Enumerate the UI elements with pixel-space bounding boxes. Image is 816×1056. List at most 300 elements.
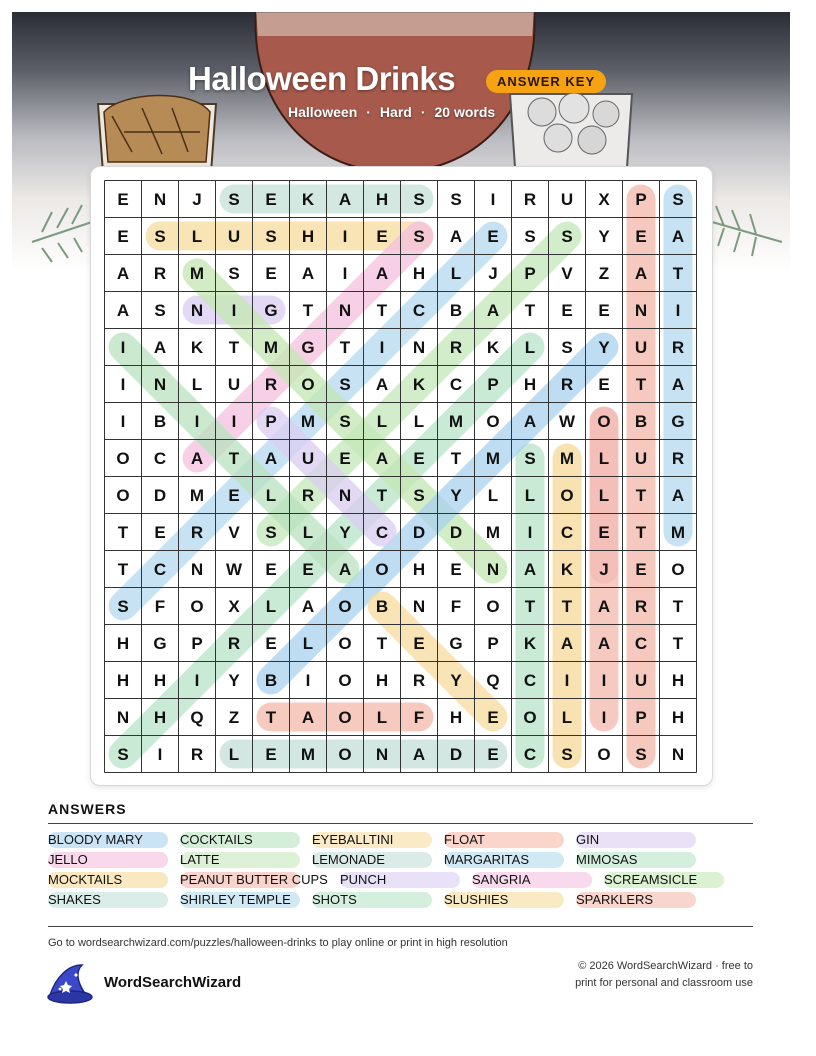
- grid-letter[interactable]: S: [154, 301, 166, 320]
- grid-letter[interactable]: R: [560, 375, 574, 394]
- grid-letter[interactable]: U: [227, 227, 241, 246]
- grid-letter[interactable]: L: [598, 486, 610, 505]
- answer-word-label: JELLO: [48, 852, 88, 867]
- answer-word-label: SHAKES: [48, 892, 101, 907]
- grid-letter[interactable]: T: [524, 597, 536, 616]
- answer-word: [180, 892, 291, 908]
- answer-word: [180, 832, 253, 848]
- answer-word: [180, 852, 220, 868]
- grid-letter[interactable]: U: [301, 449, 315, 468]
- grid-letter[interactable]: A: [671, 486, 685, 505]
- grid-letter[interactable]: S: [228, 264, 240, 283]
- grid-letter[interactable]: L: [302, 523, 314, 542]
- grid-letter[interactable]: H: [671, 708, 685, 727]
- grid-letter[interactable]: C: [449, 375, 463, 394]
- grid-letter[interactable]: H: [375, 190, 389, 209]
- grid-letter[interactable]: Y: [598, 227, 610, 246]
- answers-heading: ANSWERS: [48, 801, 127, 817]
- grid-letter[interactable]: O: [597, 412, 611, 431]
- grid-letter[interactable]: I: [601, 708, 607, 727]
- grid-letter[interactable]: P: [635, 190, 647, 209]
- grid-letter[interactable]: A: [486, 301, 500, 320]
- grid-letter[interactable]: I: [379, 338, 385, 357]
- grid-letter[interactable]: S: [117, 597, 129, 616]
- grid-letter[interactable]: E: [117, 190, 129, 209]
- answers-bottom-divider: [48, 926, 753, 927]
- grid-letter[interactable]: Z: [598, 264, 610, 283]
- word-search-grid: [104, 180, 697, 773]
- grid-letter[interactable]: L: [191, 227, 203, 246]
- grid-letter[interactable]: R: [449, 338, 463, 357]
- grid-letter[interactable]: E: [265, 745, 277, 764]
- wizard-hat-icon: [46, 963, 94, 1005]
- answer-word-label: FLOAT: [444, 832, 485, 847]
- grid-letter[interactable]: A: [301, 708, 315, 727]
- grid-letter[interactable]: T: [376, 634, 388, 653]
- grid-letter[interactable]: N: [486, 560, 500, 579]
- grid-letter[interactable]: O: [338, 708, 352, 727]
- grid-letter[interactable]: T: [376, 486, 388, 505]
- grid-letter[interactable]: A: [597, 634, 611, 653]
- grid-letter[interactable]: N: [671, 745, 685, 764]
- grid-letter[interactable]: A: [560, 634, 574, 653]
- grid-letter[interactable]: S: [413, 190, 425, 209]
- grid-letter[interactable]: M: [559, 449, 575, 468]
- grid-letter[interactable]: S: [561, 745, 573, 764]
- grid-letter[interactable]: I: [194, 671, 200, 690]
- grid-letter[interactable]: S: [635, 745, 647, 764]
- grid-letter[interactable]: H: [375, 671, 389, 690]
- grid-letter[interactable]: S: [339, 412, 351, 431]
- grid-letter[interactable]: R: [190, 523, 204, 542]
- grid-letter[interactable]: Z: [228, 708, 240, 727]
- grid-letter[interactable]: F: [450, 597, 462, 616]
- grid-letter[interactable]: A: [264, 449, 278, 468]
- grid-letter[interactable]: E: [598, 301, 610, 320]
- grid-letter[interactable]: L: [191, 375, 203, 394]
- grid-letter[interactable]: C: [153, 449, 167, 468]
- grid-letter[interactable]: T: [672, 264, 684, 283]
- grid-letter[interactable]: A: [375, 375, 389, 394]
- grid-letter[interactable]: T: [265, 708, 277, 727]
- answer-word: [604, 872, 697, 888]
- grid-letter[interactable]: A: [375, 264, 389, 283]
- grid-letter[interactable]: K: [523, 634, 537, 653]
- grid-letter[interactable]: S: [450, 190, 462, 209]
- grid-letter[interactable]: L: [450, 264, 462, 283]
- grid-letter[interactable]: L: [228, 745, 240, 764]
- grid-letter[interactable]: S: [265, 227, 277, 246]
- grid-letter[interactable]: T: [376, 301, 388, 320]
- grid-letter[interactable]: B: [153, 412, 167, 431]
- grid-letter[interactable]: H: [523, 375, 537, 394]
- grid-letter[interactable]: E: [487, 227, 499, 246]
- grid-letter[interactable]: N: [190, 301, 204, 320]
- grid-letter[interactable]: S: [524, 227, 536, 246]
- grid-letter[interactable]: D: [449, 745, 463, 764]
- grid-letter[interactable]: L: [265, 597, 277, 616]
- grid-letter[interactable]: A: [153, 338, 167, 357]
- grid-letter[interactable]: C: [634, 634, 648, 653]
- grid-letter[interactable]: S: [524, 449, 536, 468]
- grid-letter[interactable]: C: [153, 560, 167, 579]
- grid-letter[interactable]: N: [634, 301, 648, 320]
- grid-letter[interactable]: I: [601, 671, 607, 690]
- grid-letter[interactable]: E: [265, 560, 277, 579]
- answer-word: [472, 872, 531, 888]
- grid-letter[interactable]: E: [376, 227, 388, 246]
- puzzle-meta: [288, 104, 495, 120]
- grid-letter[interactable]: K: [412, 375, 426, 394]
- grid-letter[interactable]: Q: [486, 671, 500, 690]
- grid-letter[interactable]: E: [339, 449, 351, 468]
- grid-letter[interactable]: O: [190, 597, 204, 616]
- grid-letter[interactable]: E: [117, 227, 129, 246]
- grid-letter[interactable]: T: [117, 560, 129, 579]
- grid-letter[interactable]: U: [634, 671, 648, 690]
- grid-letter[interactable]: N: [338, 486, 352, 505]
- grid-letter[interactable]: O: [338, 634, 352, 653]
- grid-letter[interactable]: E: [487, 745, 499, 764]
- grid-letter[interactable]: A: [375, 449, 389, 468]
- grid-letter[interactable]: D: [449, 523, 463, 542]
- grid-letter[interactable]: E: [265, 264, 277, 283]
- grid-letter[interactable]: K: [486, 338, 500, 357]
- grid-letter[interactable]: R: [671, 338, 685, 357]
- grid-letter[interactable]: P: [524, 264, 536, 283]
- grid-letter[interactable]: H: [116, 634, 130, 653]
- grid-letter[interactable]: M: [263, 338, 279, 357]
- grid-letter[interactable]: L: [561, 708, 573, 727]
- grid-letter[interactable]: I: [342, 264, 348, 283]
- grid-letter[interactable]: M: [300, 412, 316, 431]
- grid-letter[interactable]: I: [157, 745, 163, 764]
- grid-letter[interactable]: L: [524, 338, 536, 357]
- grid-letter[interactable]: I: [342, 227, 348, 246]
- grid-letter[interactable]: T: [561, 597, 573, 616]
- grid-letter[interactable]: S: [672, 190, 684, 209]
- footer-url-text: Go to wordsearchwizard.com/puzzles/halloween-drinks to play online or print in high resolution: [48, 937, 508, 949]
- grid-letter[interactable]: T: [672, 634, 684, 653]
- grid-letter[interactable]: K: [301, 190, 315, 209]
- grid-letter[interactable]: L: [598, 449, 610, 468]
- grid-letter[interactable]: I: [564, 671, 570, 690]
- grid-letter[interactable]: S: [413, 486, 425, 505]
- grid-letter[interactable]: R: [227, 634, 241, 653]
- grid-letter[interactable]: W: [225, 560, 243, 579]
- grid-letter[interactable]: E: [598, 375, 610, 394]
- grid-letter[interactable]: N: [190, 560, 204, 579]
- brand-name: WordSearchWizard: [104, 974, 242, 991]
- grid-letter[interactable]: B: [264, 671, 278, 690]
- grid-letter[interactable]: O: [338, 597, 352, 616]
- grid-letter[interactable]: E: [450, 560, 462, 579]
- answer-word: [48, 892, 101, 908]
- answer-word: [312, 832, 393, 848]
- grid-letter[interactable]: P: [635, 708, 647, 727]
- grid-letter[interactable]: E: [635, 227, 647, 246]
- grid-letter[interactable]: M: [189, 486, 205, 505]
- grid-letter[interactable]: N: [153, 375, 167, 394]
- answer-word: [180, 872, 328, 888]
- grid-letter[interactable]: I: [120, 338, 126, 357]
- grid-letter[interactable]: C: [523, 671, 537, 690]
- grid-letter[interactable]: E: [413, 634, 425, 653]
- grid-letter[interactable]: L: [302, 634, 314, 653]
- grid-letter[interactable]: E: [598, 523, 610, 542]
- meta-separator: ·: [366, 104, 371, 120]
- grid-letter[interactable]: A: [523, 412, 537, 431]
- grid-letter[interactable]: E: [635, 560, 647, 579]
- grid-letter[interactable]: P: [191, 634, 203, 653]
- grid-letter[interactable]: A: [301, 597, 315, 616]
- grid-letter[interactable]: G: [264, 301, 278, 320]
- grid-letter[interactable]: G: [153, 634, 167, 653]
- grid-letter[interactable]: H: [116, 671, 130, 690]
- grid-letter[interactable]: R: [301, 486, 315, 505]
- grid-letter[interactable]: O: [486, 412, 500, 431]
- grid-letter[interactable]: R: [412, 671, 426, 690]
- grid-letter[interactable]: A: [671, 227, 685, 246]
- grid-letter[interactable]: D: [412, 523, 426, 542]
- grid-letter[interactable]: E: [561, 301, 573, 320]
- grid-letter[interactable]: S: [228, 190, 240, 209]
- answer-word-label: MOCKTAILS: [48, 872, 123, 887]
- grid-letter[interactable]: A: [338, 560, 352, 579]
- grid-letter[interactable]: R: [523, 190, 537, 209]
- answer-word-label: SHIRLEY TEMPLE: [180, 892, 291, 907]
- grid-letter[interactable]: R: [634, 597, 648, 616]
- grid-letter[interactable]: I: [305, 671, 311, 690]
- grid-letter[interactable]: H: [153, 708, 167, 727]
- grid-letter[interactable]: E: [265, 634, 277, 653]
- grid-letter[interactable]: E: [154, 523, 166, 542]
- grid-letter[interactable]: R: [671, 449, 685, 468]
- grid-letter[interactable]: Y: [339, 523, 351, 542]
- grid-letter[interactable]: Y: [228, 671, 240, 690]
- grid-letter[interactable]: M: [189, 264, 205, 283]
- grid-letter[interactable]: A: [412, 745, 426, 764]
- word-count-label: 20 words: [434, 104, 496, 120]
- grid-letter[interactable]: K: [560, 560, 574, 579]
- grid-letter[interactable]: J: [599, 560, 609, 579]
- answer-word: [444, 852, 529, 868]
- grid-letter[interactable]: X: [598, 190, 610, 209]
- grid-letter[interactable]: H: [449, 708, 463, 727]
- grid-letter[interactable]: T: [450, 449, 462, 468]
- answers-top-divider: [48, 823, 753, 824]
- grid-letter[interactable]: Y: [450, 671, 462, 690]
- answer-word: [576, 832, 599, 848]
- grid-letter[interactable]: T: [672, 597, 684, 616]
- grid-letter[interactable]: Q: [190, 708, 204, 727]
- grid-letter[interactable]: I: [120, 375, 126, 394]
- grid-letter[interactable]: J: [192, 190, 202, 209]
- grid-letter[interactable]: C: [523, 745, 537, 764]
- answer-word-label: PUNCH: [340, 872, 387, 887]
- grid-letter[interactable]: I: [120, 412, 126, 431]
- answer-word: [48, 852, 88, 868]
- grid-letter[interactable]: Y: [450, 486, 462, 505]
- grid-letter[interactable]: D: [153, 486, 167, 505]
- grid-letter[interactable]: A: [634, 264, 648, 283]
- grid-letter[interactable]: N: [153, 190, 167, 209]
- grid-letter[interactable]: A: [523, 560, 537, 579]
- answer-word-label: LEMONADE: [312, 852, 385, 867]
- grid-letter[interactable]: O: [301, 375, 315, 394]
- grid-letter[interactable]: A: [597, 597, 611, 616]
- grid-letter[interactable]: O: [486, 597, 500, 616]
- grid-letter[interactable]: K: [190, 338, 204, 357]
- answer-word-label: PEANUT BUTTER CUPS: [180, 872, 328, 887]
- grid-letter[interactable]: N: [412, 338, 426, 357]
- answer-word-label: SANGRIA: [472, 872, 531, 887]
- grid-letter[interactable]: O: [338, 671, 352, 690]
- grid-letter[interactable]: M: [670, 523, 686, 542]
- grid-letter[interactable]: U: [634, 449, 648, 468]
- grid-letter[interactable]: L: [376, 708, 388, 727]
- grid-letter[interactable]: N: [412, 597, 426, 616]
- grid-letter[interactable]: R: [153, 264, 167, 283]
- grid-letter[interactable]: V: [561, 264, 573, 283]
- grid-letter[interactable]: E: [265, 190, 277, 209]
- grid-letter[interactable]: E: [228, 486, 240, 505]
- grid-letter[interactable]: Y: [598, 338, 610, 357]
- grid-letter[interactable]: H: [412, 264, 426, 283]
- grid-letter[interactable]: O: [671, 560, 685, 579]
- grid-letter[interactable]: U: [560, 190, 574, 209]
- grid-letter[interactable]: G: [671, 412, 685, 431]
- grid-letter[interactable]: R: [190, 745, 204, 764]
- grid-letter[interactable]: F: [154, 597, 166, 616]
- grid-letter[interactable]: C: [412, 301, 426, 320]
- grid-letter[interactable]: E: [413, 449, 425, 468]
- grid-letter[interactable]: N: [375, 745, 389, 764]
- answer-word-label: SHOTS: [312, 892, 357, 907]
- grid-letter[interactable]: S: [154, 227, 166, 246]
- grid-letter[interactable]: A: [190, 449, 204, 468]
- category-label: Halloween: [288, 104, 358, 120]
- grid-letter[interactable]: I: [490, 190, 496, 209]
- grid-letter[interactable]: B: [375, 597, 389, 616]
- grid-letter[interactable]: O: [116, 486, 130, 505]
- grid-letter[interactable]: N: [116, 708, 130, 727]
- grid-letter[interactable]: P: [265, 412, 277, 431]
- grid-letter[interactable]: E: [487, 708, 499, 727]
- grid-letter[interactable]: W: [558, 412, 576, 431]
- difficulty-label: Hard: [379, 104, 412, 120]
- grid-letter[interactable]: O: [116, 449, 130, 468]
- grid-letter[interactable]: M: [485, 449, 501, 468]
- grid-letter[interactable]: L: [265, 486, 277, 505]
- grid-letter[interactable]: H: [153, 671, 167, 690]
- grid-letter[interactable]: O: [560, 486, 574, 505]
- answer-list: [48, 832, 753, 912]
- grid-letter[interactable]: O: [597, 745, 611, 764]
- grid-letter[interactable]: A: [116, 301, 130, 320]
- grid-letter[interactable]: H: [412, 560, 426, 579]
- grid-letter[interactable]: U: [634, 338, 648, 357]
- grid-letter[interactable]: I: [231, 301, 237, 320]
- grid-letter[interactable]: B: [634, 412, 648, 431]
- grid-letter[interactable]: I: [231, 412, 237, 431]
- grid-letter[interactable]: S: [117, 745, 129, 764]
- grid-letter[interactable]: T: [635, 523, 647, 542]
- answer-key-badge: ANSWER KEY: [486, 70, 606, 93]
- grid-letter[interactable]: C: [560, 523, 574, 542]
- grid-letter[interactable]: T: [228, 449, 240, 468]
- grid-letter[interactable]: P: [487, 375, 499, 394]
- grid-letter[interactable]: L: [487, 486, 499, 505]
- grid-letter[interactable]: O: [375, 560, 389, 579]
- answer-word: [48, 832, 143, 848]
- grid-letter[interactable]: B: [449, 301, 463, 320]
- grid-letter[interactable]: M: [485, 523, 501, 542]
- grid-letter[interactable]: O: [523, 708, 537, 727]
- grid-letter[interactable]: A: [671, 375, 685, 394]
- grid-letter[interactable]: A: [301, 264, 315, 283]
- grid-letter[interactable]: L: [413, 412, 425, 431]
- grid-letter[interactable]: L: [524, 486, 536, 505]
- grid-letter[interactable]: J: [488, 264, 498, 283]
- answer-word: [48, 872, 122, 888]
- grid-letter[interactable]: T: [524, 301, 536, 320]
- grid-letter[interactable]: M: [448, 412, 464, 431]
- answer-word-label: MARGARITAS: [444, 852, 529, 867]
- meta-separator: ·: [420, 104, 426, 120]
- grid-letter[interactable]: T: [302, 301, 314, 320]
- grid-letter[interactable]: N: [338, 301, 352, 320]
- grid-letter[interactable]: O: [338, 745, 352, 764]
- grid-letter[interactable]: T: [117, 523, 129, 542]
- grid-letter[interactable]: C: [375, 523, 389, 542]
- grid-letter[interactable]: G: [301, 338, 315, 357]
- answer-word-label: SCREAMSICLE: [604, 872, 698, 887]
- grid-letter[interactable]: H: [301, 227, 315, 246]
- grid-letter[interactable]: R: [264, 375, 278, 394]
- grid-letter[interactable]: I: [527, 523, 533, 542]
- grid-letter[interactable]: T: [635, 375, 647, 394]
- grid-letter[interactable]: A: [449, 227, 463, 246]
- grid-letter[interactable]: M: [300, 745, 316, 764]
- grid-letter[interactable]: S: [265, 523, 277, 542]
- grid-letter[interactable]: G: [449, 634, 463, 653]
- answer-word-label: SLUSHIES: [444, 892, 509, 907]
- answer-word-label: SPARKLERS: [576, 892, 654, 907]
- grid-letter[interactable]: V: [228, 523, 240, 542]
- answer-word-label: LATTE: [180, 852, 220, 867]
- grid-letter[interactable]: A: [116, 264, 130, 283]
- grid-letter[interactable]: T: [339, 338, 351, 357]
- grid-letter[interactable]: T: [228, 338, 240, 357]
- grid-letter[interactable]: E: [302, 560, 314, 579]
- grid-letter[interactable]: F: [413, 708, 425, 727]
- grid-letter[interactable]: X: [228, 597, 240, 616]
- grid-letter[interactable]: T: [635, 486, 647, 505]
- grid-letter[interactable]: P: [487, 634, 499, 653]
- grid-letter[interactable]: I: [675, 301, 681, 320]
- grid-letter[interactable]: S: [413, 227, 425, 246]
- answer-word-label: COCKTAILS: [180, 832, 253, 847]
- grid-letter[interactable]: S: [561, 338, 573, 357]
- grid-letter[interactable]: A: [338, 190, 352, 209]
- grid-letter[interactable]: S: [561, 227, 573, 246]
- grid-letter[interactable]: H: [671, 671, 685, 690]
- grid-letter[interactable]: S: [339, 375, 351, 394]
- grid-letter[interactable]: I: [194, 412, 200, 431]
- grid-letter[interactable]: U: [227, 375, 241, 394]
- grid-letter[interactable]: L: [376, 412, 388, 431]
